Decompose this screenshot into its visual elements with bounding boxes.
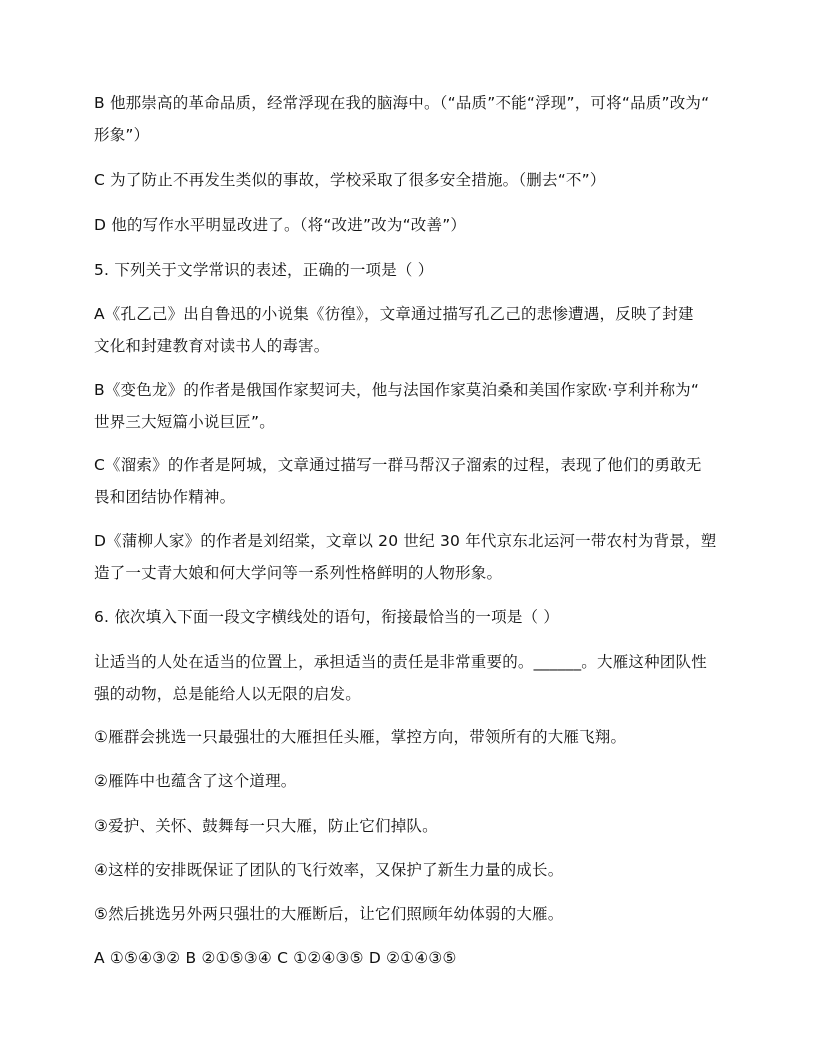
text-line: 造了一丈青大娘和何大学问等一系列性格鲜明的人物形象。 <box>94 564 503 582</box>
text-line: C《溜索》的作者是阿城，文章通过描写一群马帮汉子溜索的过程，表现了他们的勇敢无 <box>94 456 702 474</box>
text-line: 让适当的人处在适当的位置上，承担适当的责任是非常重要的。______。大雁这种团队性 <box>94 653 707 671</box>
text-line: 5. 下列关于文学常识的表述，正确的一项是（ ） <box>94 261 434 279</box>
question-5 <box>94 254 724 286</box>
answer-options-q6 <box>94 942 724 974</box>
text-line: 形象”） <box>94 126 150 144</box>
sentence-5 <box>94 898 724 930</box>
text-line: ③爱护、关怀、鼓舞每一只大雁，防止它们掉队。 <box>94 817 438 835</box>
option-b-q4 <box>94 87 724 151</box>
text-line: B《变色龙》的作者是俄国作家契诃夫，他与法国作家莫泊桑和美国作家欧·亨利并称为“ <box>94 381 700 399</box>
sentence-2 <box>94 765 724 797</box>
text-line: 强的动物，总是能给人以无限的启发。 <box>94 685 361 703</box>
sentence-4 <box>94 854 724 886</box>
option-c-q5 <box>94 449 724 513</box>
question-6-passage <box>94 646 724 710</box>
text-line: ①雁群会挑选一只最强壮的大雁担任头雁，掌控方向，带领所有的大雁飞翔。 <box>94 728 627 746</box>
text-line: D《蒲柳人家》的作者是刘绍棠，文章以 20 世纪 30 年代京东北运河一带农村为背景，塑 <box>94 532 717 550</box>
text-line: 6. 依次填入下面一段文字横线处的语句，衔接最恰当的一项是（ ） <box>94 608 560 626</box>
text-line: ②雁阵中也蕴含了这个道理。 <box>94 772 297 790</box>
text-line: 畏和团结协作精神。 <box>94 488 236 506</box>
question-6 <box>94 601 724 633</box>
text-line: B 他那崇高的革命品质，经常浮现在我的脑海中。（“品质”不能“浮现”，可将“品质”改为“ <box>94 94 710 112</box>
text-line: A《孔乙己》出自鲁迅的小说集《彷徨》，文章通过描写孔乙己的悲惨遭遇，反映了封建 <box>94 305 694 323</box>
text-line: D 他的写作水平明显改进了。（将“改进”改为“改善”） <box>94 216 467 234</box>
text-line: 文化和封建教育对读书人的毒害。 <box>94 337 330 355</box>
text-line: 世界三大短篇小说巨匠”。 <box>94 413 275 431</box>
option-b-q5 <box>94 374 724 438</box>
option-d-q4 <box>94 209 724 241</box>
text-line: ④这样的安排既保证了团队的飞行效率，又保护了新生力量的成长。 <box>94 861 564 879</box>
text-line: C 为了防止不再发生类似的事故，学校采取了很多安全措施。（删去“不”） <box>94 171 606 189</box>
text-line: A ①⑤④③② B ②①⑤③④ C ①②④③⑤ D ②①④③⑤ <box>94 949 457 967</box>
sentence-1 <box>94 721 724 753</box>
sentence-3 <box>94 810 724 842</box>
option-a-q5 <box>94 298 724 362</box>
text-line: ⑤然后挑选另外两只强壮的大雁断后，让它们照顾年幼体弱的大雁。 <box>94 905 564 923</box>
option-c-q4 <box>94 164 724 196</box>
option-d-q5 <box>94 525 724 589</box>
